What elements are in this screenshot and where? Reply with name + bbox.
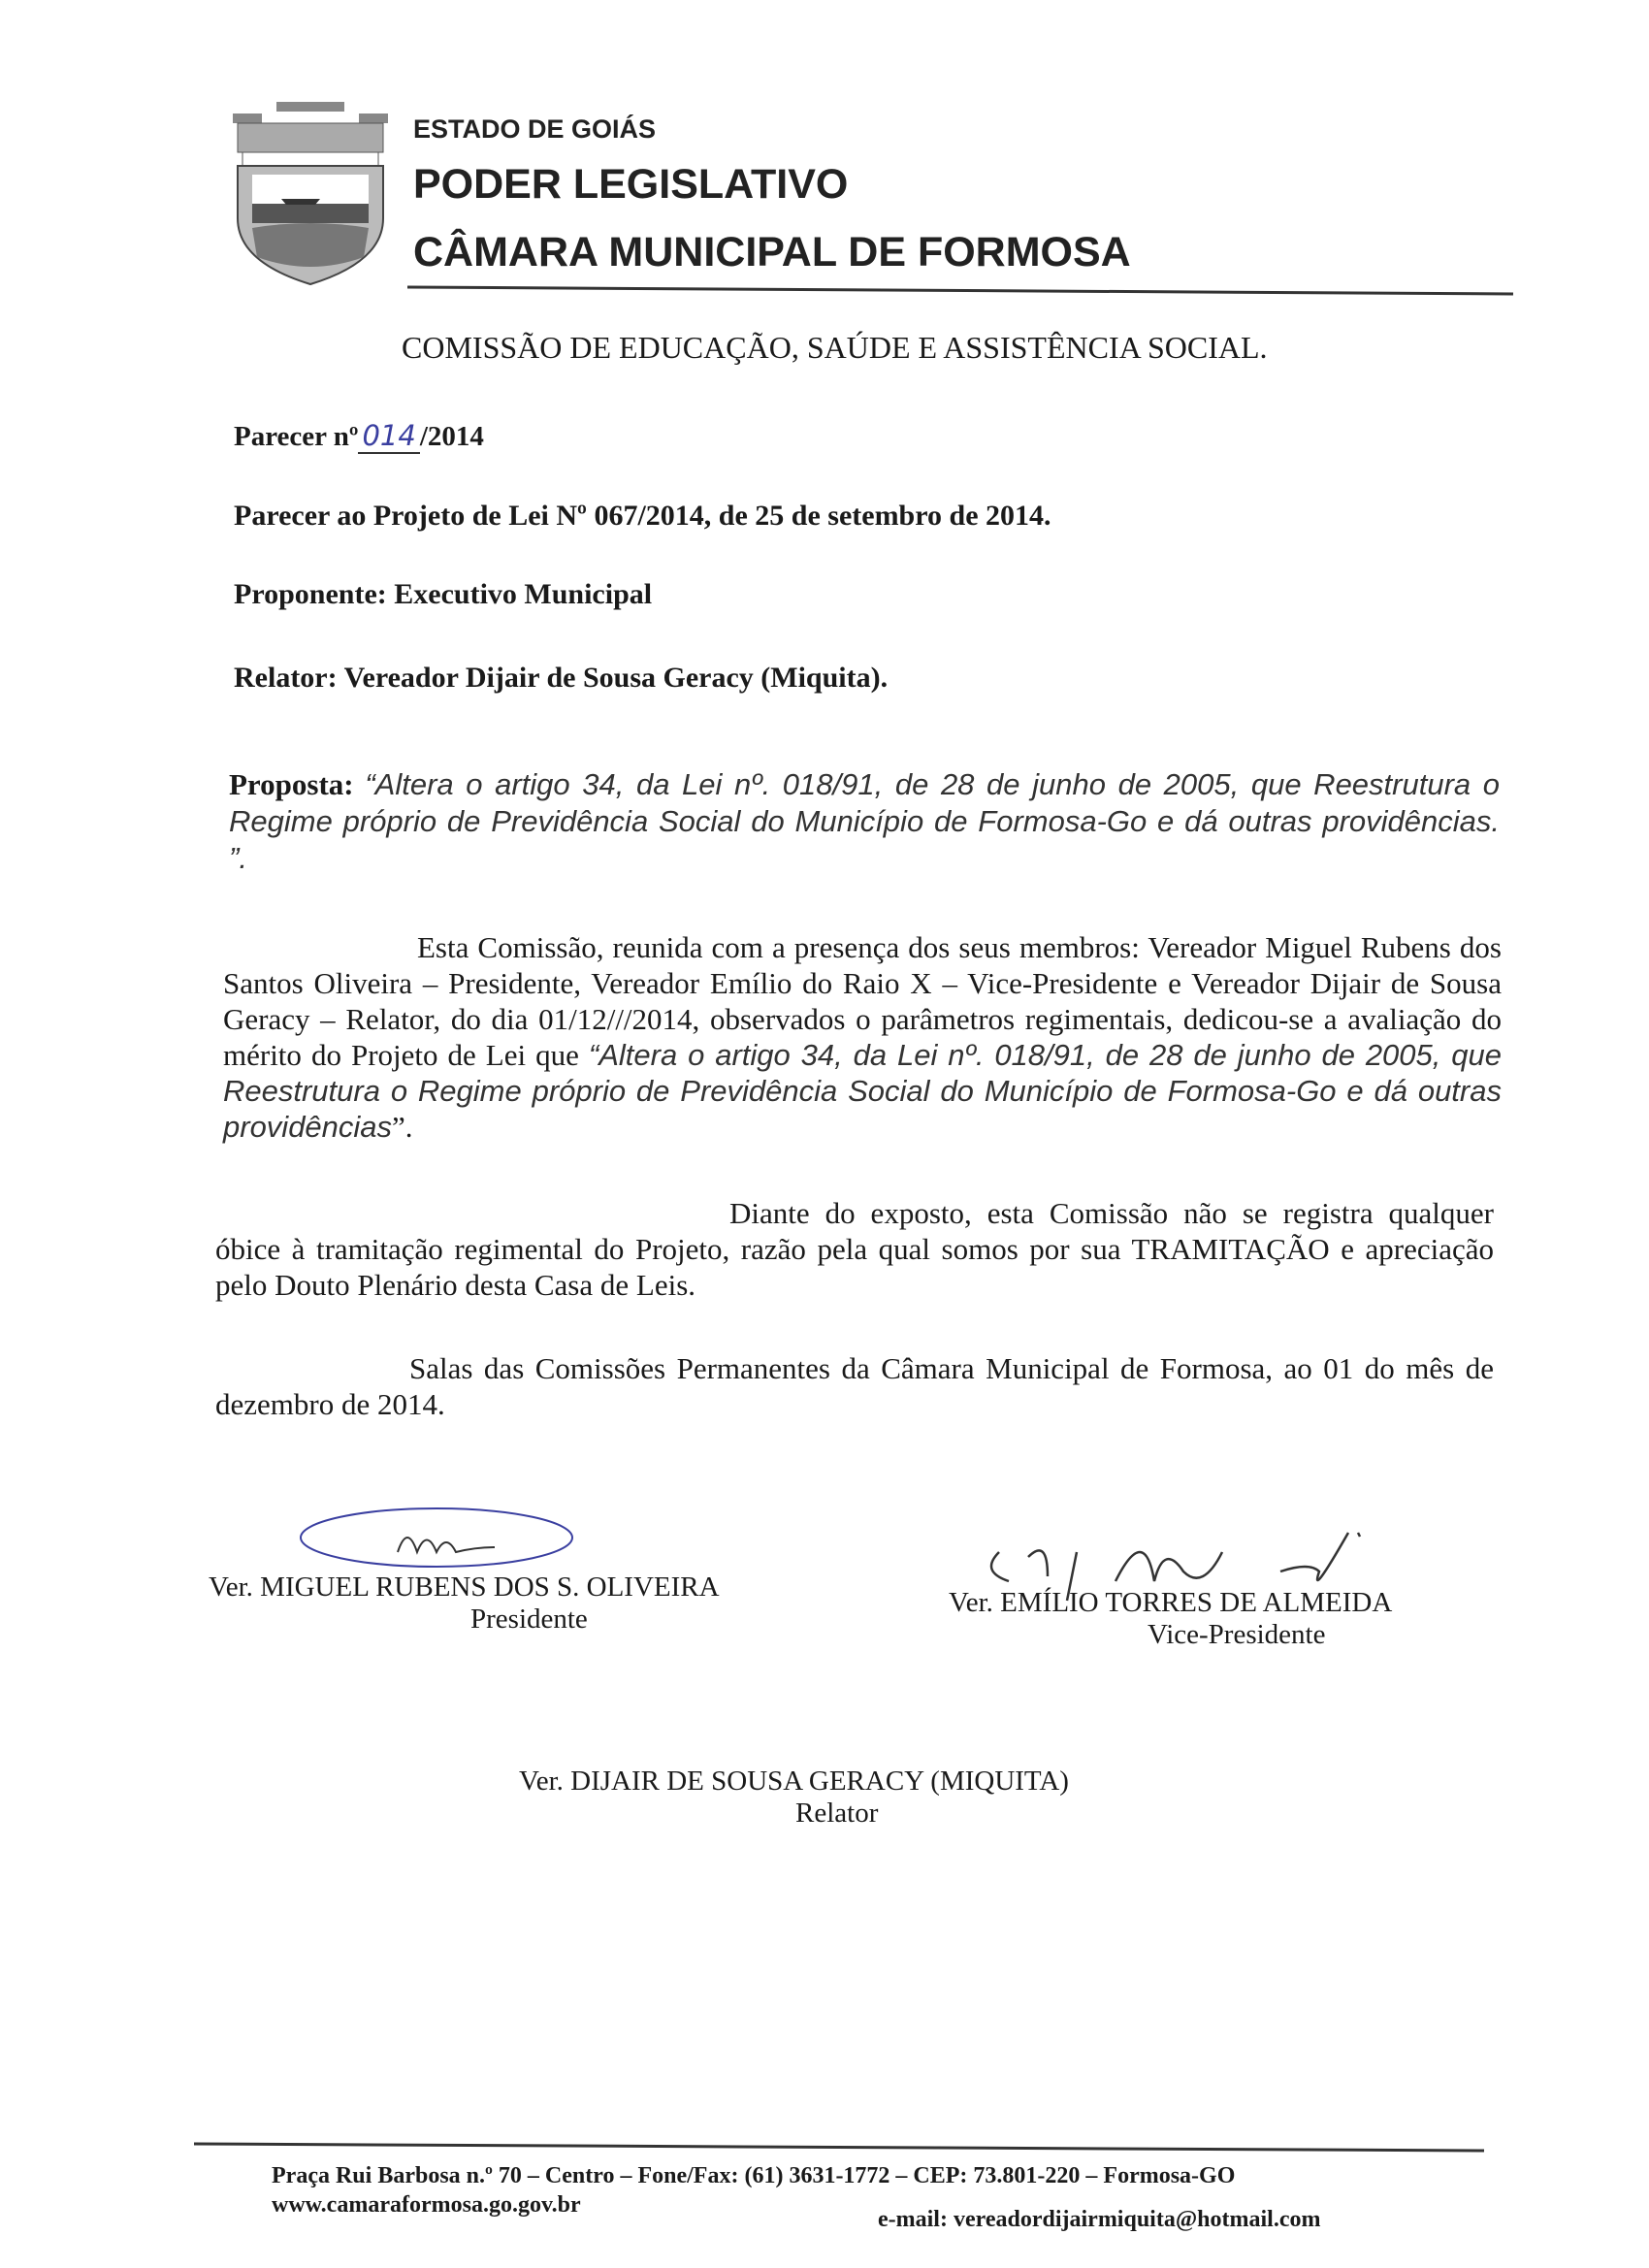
proposta-text: “Altera o artigo 34, da Lei nº. 018/91, de 28 de junho de 2005, que Reestrutura o Regime próprio de Previdência Social do Município de Formosa-Go e dá outras providências. ”. — [229, 767, 1500, 875]
parecer-prefix: Parecer nº — [234, 421, 359, 452]
paragraph-closing: Salas das Comissões Permanentes da Câmara Municipal de Formosa, ao 01 do mês de dezembro de 2014. — [215, 1351, 1494, 1421]
coat-of-arms-logo — [233, 102, 388, 286]
header-state: ESTADO DE GOIÁS — [413, 114, 657, 144]
signature-relator — [519, 1766, 1179, 1830]
paragraph-end: ”. — [392, 1110, 413, 1144]
signature-name: Ver. DIJAIR DE SOUSA GERACY (MIQUITA) — [519, 1766, 1069, 1797]
signature-vice-president — [949, 1587, 1531, 1651]
subject-line: Parecer ao Projeto de Lei Nº 067/2014, de 25 de setembro de 2014. — [234, 500, 1051, 532]
footer-email: e-mail: vereadordijairmiquita@hotmail.com — [878, 2207, 1321, 2232]
signature-name: Ver. MIGUEL RUBENS DOS S. OLIVEIRA — [209, 1571, 720, 1603]
signature-role: Relator — [795, 1798, 879, 1829]
paragraph-quote: “Altera o artigo 34, da Lei nº. 018/91, de 28 de junho de 2005, que Reestrutura o Regime próprio de Previdência Social do Município de Formosa-Go e dá outras providências — [223, 1038, 1502, 1144]
paragraph-deliberation — [223, 929, 1502, 1145]
proponente-line — [234, 578, 652, 611]
signature-role: Presidente — [470, 1604, 588, 1635]
relator-value: Vereador Dijair de Sousa Geracy (Miquita). — [343, 662, 889, 694]
header-divider — [407, 286, 1513, 296]
proposta-block — [229, 766, 1500, 877]
footer-website: www.camaraformosa.go.gov.br — [272, 2192, 581, 2218]
paragraph-text: Esta Comissão, reunida com a presença dos seus membros: Vereador Miguel Rubens dos Santos Oliveira – Presidente, Vereador Emílio do Raio X – Vice-Presidente e Vereador Dijair de Sousa Geracy – Relator, do dia 01/12///2014, observados o parâmetros regimentais, dedicou-se a avaliação do mérito do Projeto de Lei que — [223, 930, 1502, 1072]
relator-label: Relator: — [234, 662, 338, 694]
footer-address: Praça Rui Barbosa n.º 70 – Centro – Fone/Fax: (61) 3631-1772 – CEP: 73.801-220 – Formosa-GO — [272, 2163, 1236, 2188]
committee-title: COMISSÃO DE EDUCAÇÃO, SAÚDE E ASSISTÊNCIA SOCIAL. — [402, 330, 1268, 365]
header-chamber: CÂMARA MUNICIPAL DE FORMOSA — [413, 229, 1131, 275]
signature-role: Vice-Presidente — [1148, 1619, 1326, 1650]
header-branch: PODER LEGISLATIVO — [413, 161, 849, 208]
handwritten-number: 014 — [358, 419, 419, 454]
parecer-number — [234, 419, 484, 453]
paragraph-conclusion: Diante do exposto, esta Comissão não se registra qualquer óbice à tramitação regimental do Projeto, razão pela qual somos por sua TRAMITAÇÃO e apreciação pelo Douto Plenário desta Casa de Leis. — [215, 1196, 1494, 1302]
signature-president — [209, 1571, 839, 1636]
proposta-label: Proposta: — [229, 767, 354, 801]
parecer-suffix: /2014 — [419, 421, 484, 452]
signature-name: Ver. EMÍLIO TORRES DE ALMEIDA — [949, 1587, 1393, 1618]
relator-line — [234, 662, 888, 695]
footer-divider — [194, 2143, 1484, 2153]
proponente-label: Proponente: — [234, 578, 387, 610]
proponente-value: Executivo Municipal — [394, 578, 653, 610]
